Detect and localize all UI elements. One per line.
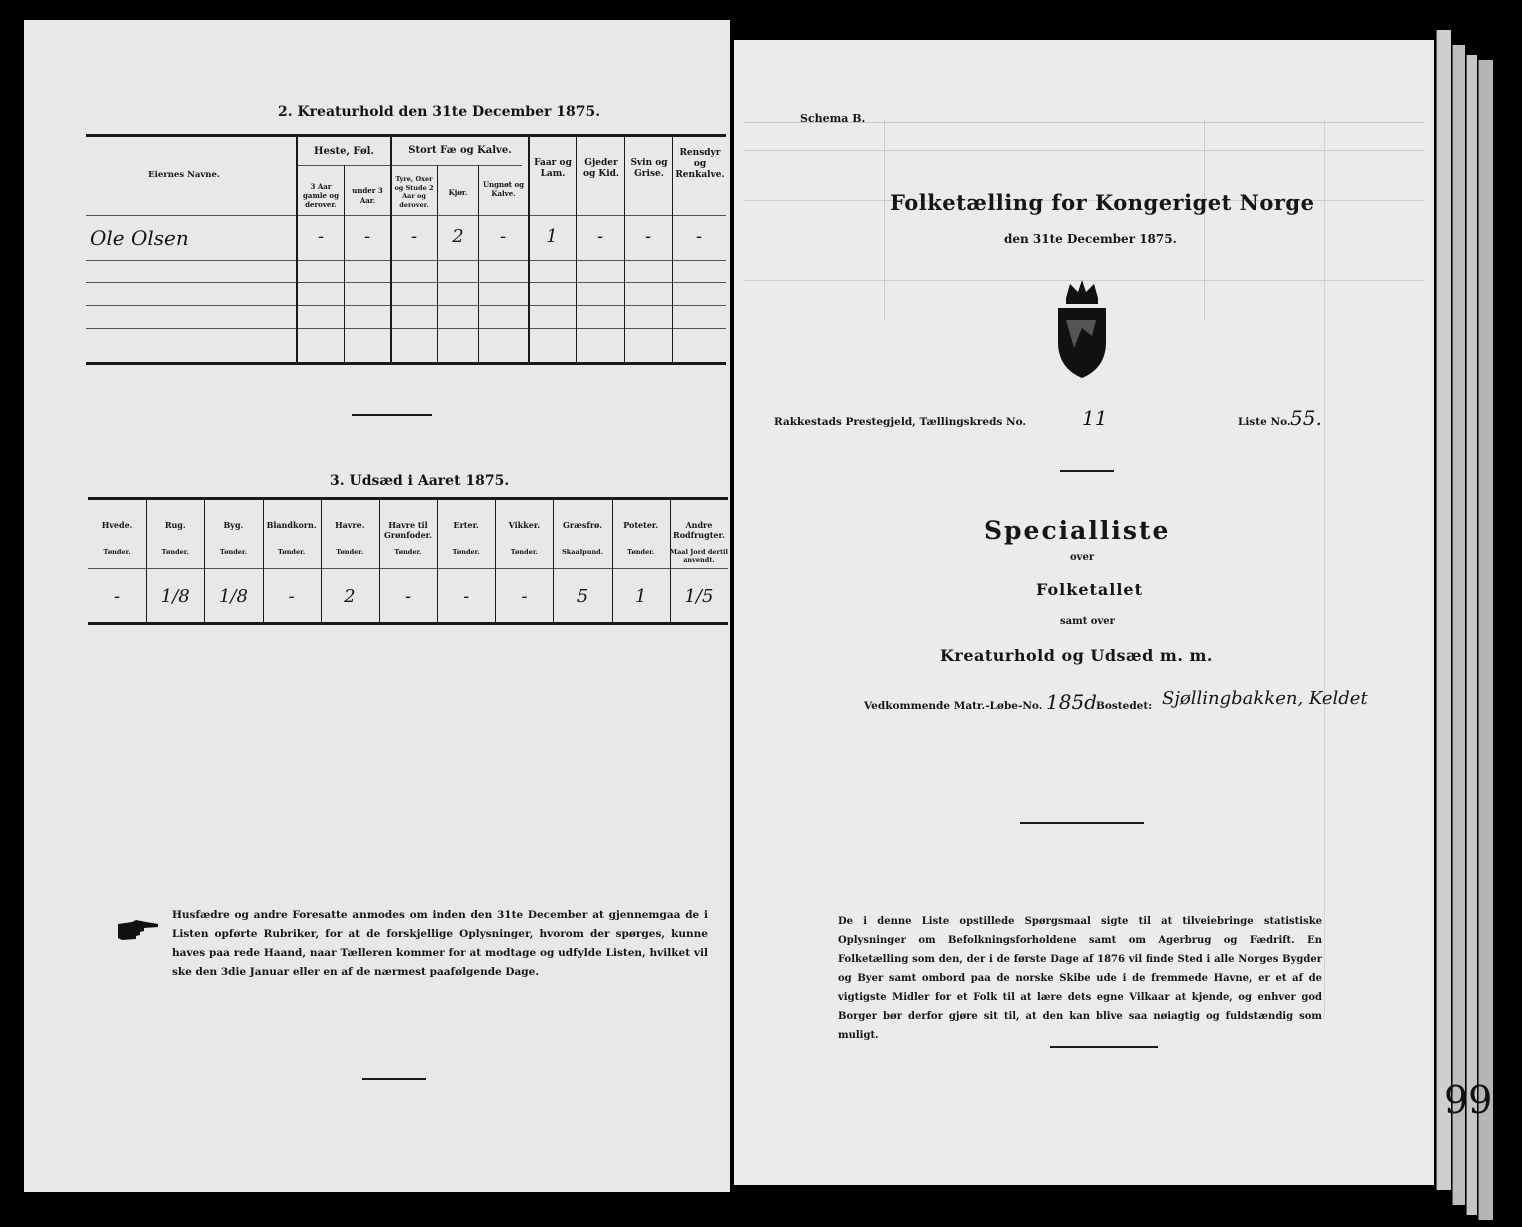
pointing-hand-icon (116, 918, 160, 946)
col-cattle-group: Stort Fæ og Kalve. (408, 145, 512, 156)
livestock-cell: - (317, 226, 325, 247)
divider (352, 414, 432, 416)
footer-text: De i denne Liste opstillede Spørgsmaal sigte til at tilveiebringe statistiske Oplysninger om Befolkningsforholdene samt om Agerbrug og Fædrift. En Folketælling som den, der i de første Dage af 1876 vil finde Sted i alle Norges Bygder og Byer samt ombord paa de norske Skibe ude i de fremmede Havne, er et af de vigtigste Midler for et Folk til at lære dets egne Vilkaar at kjende, og enhver god Borger bør derfor gjøre sit til, at den kan blive saa nøiagtig og fuldstændig som muligt. (838, 916, 1322, 1041)
seed-cell: - (404, 586, 412, 607)
page-edge (1478, 60, 1493, 1220)
seed-col-header: Poteter. (623, 520, 659, 530)
seed-col-unit: Tønder. (278, 548, 306, 556)
seed-cell: 1/8 (218, 586, 248, 607)
page-edge (1452, 45, 1465, 1205)
col-reindeer: Rensdyr og Renkalve. (675, 148, 725, 180)
seed-col-header: Vikker. (508, 520, 541, 530)
livestock-cell: - (499, 226, 507, 247)
divider (1060, 470, 1114, 472)
seed-col-header: Andre Rodfrugter. (673, 520, 725, 540)
seed-cell: - (288, 586, 295, 607)
census-date: den 31te December 1875. (1004, 232, 1177, 246)
seed-col-unit: Tønder. (336, 548, 364, 556)
seed-col-header: Havre til Grønfoder. (384, 520, 432, 540)
bosted-value: Sjøllingbakken, Keldet (1162, 688, 1368, 709)
matr-value: 185d (1046, 690, 1097, 714)
seed-col-header: Byg. (223, 520, 244, 530)
livestock-cell: 1 (546, 226, 558, 247)
divider (1050, 1046, 1158, 1048)
col-pigs: Svin og Grise. (630, 158, 668, 179)
section-2-title: 2. Kreaturhold den 31te December 1875. (278, 104, 601, 120)
seed-col-header: Hvede. (101, 520, 133, 530)
livestock-cell: - (644, 226, 652, 247)
seed-col-unit: Tønder. (510, 548, 538, 556)
seed-col-unit: Tønder. (394, 548, 422, 556)
seed-col-unit: Skaalpund. (562, 548, 603, 556)
right-page (734, 40, 1434, 1185)
over-label: over (1070, 552, 1095, 563)
seed-col-divider (437, 499, 438, 622)
district-number: 11 (1082, 406, 1108, 430)
seed-col-divider (553, 499, 554, 622)
seed-col-unit: Tønder. (452, 548, 480, 556)
col-owner: Eiernes Navne. (148, 170, 220, 180)
seed-col-divider (321, 499, 322, 622)
seed-col-divider (146, 499, 147, 622)
livestock-cell: - (695, 226, 703, 247)
seed-col-header: Erter. (453, 520, 479, 530)
seed-col-header: Græsfrø. (563, 520, 603, 530)
seed-cell: - (114, 586, 121, 607)
seed-cell: 2 (344, 586, 356, 607)
seed-cell: - (521, 586, 528, 607)
subtitle-livestock: Kreaturhold og Udsæd m. m. (940, 646, 1213, 665)
col-sheep: Faar og Lam. (534, 158, 572, 179)
owner-name: Ole Olsen (90, 226, 189, 250)
livestock-cell: - (410, 226, 418, 247)
page-edge (1466, 55, 1477, 1215)
seed-col-divider (379, 499, 380, 622)
seed-col-unit: Tønder. (627, 548, 655, 556)
seed-col-header: Rug. (164, 520, 186, 530)
margin-number: 99 (1444, 1078, 1493, 1122)
parish-label: Rakkestads Prestegjeld, Tællingskreds No. (774, 416, 1027, 428)
divider (1020, 822, 1144, 824)
samt-over-label: samt over (1060, 616, 1115, 627)
bosted-label: Bostedet: (1096, 700, 1153, 712)
folketallet-label: Folketallet (1036, 580, 1143, 599)
seed-col-unit: Tønder. (103, 548, 131, 556)
seed-cell: 5 (576, 586, 589, 607)
seed-col-header: Blandkorn. (266, 520, 317, 530)
notice-text: Husfædre og andre Foresatte anmodes om inden den 31te December at gjennemgaa de i Listen opførte Rubriker, for at de forskjellige Oplysninger, hvorom der spørges, kunne haves paa rede Haand, naar Tælleren kommer for at modtage og udfylde Listen, hvilket vil ske den 3die Januar eller en af de nærmest paafølgende Dage. (172, 909, 708, 978)
col-goats: Gjeder og Kid. (582, 158, 620, 179)
seed-col-unit: Tønder. (161, 548, 189, 556)
col-cattle-a: Tyre, Oxer og Stude 2 Aar og derover. (394, 175, 434, 209)
livestock-cell: - (363, 226, 371, 247)
special-title: Specialliste (984, 516, 1171, 545)
left-page (24, 20, 730, 1192)
livestock-cell: 2 (452, 226, 464, 247)
seed-col-divider (495, 499, 496, 622)
seed-cell: 1 (634, 586, 647, 607)
livestock-cell: - (596, 226, 604, 247)
seed-col-unit: Maal Jord dertil anvendt. (669, 548, 728, 564)
divider (362, 1078, 426, 1080)
seed-col-unit: Tønder. (219, 548, 248, 556)
list-label: Liste No. (1238, 416, 1291, 428)
page-edge (1436, 30, 1451, 1190)
col-horses-group: Heste, Føl. (314, 146, 374, 157)
matr-label: Vedkommende Matr.-Løbe-No. (864, 700, 1043, 712)
col-horses-a: 3 Aar gamle og derover. (303, 182, 339, 209)
seed-col-header: Havre. (335, 520, 365, 530)
seed-col-divider (612, 499, 613, 622)
seed-cell: 1/8 (160, 586, 190, 607)
list-number: 55. (1290, 406, 1322, 430)
seed-col-divider (263, 499, 264, 622)
col-cattle-b: Kjør. (448, 188, 468, 197)
coat-of-arms-emblem (1052, 276, 1112, 386)
seed-cell: - (463, 586, 470, 607)
seed-cell: 1/5 (684, 586, 714, 607)
col-horses-b: under 3 Aar. (352, 186, 383, 205)
schema-label: Schema B. (800, 112, 866, 125)
census-title: Folketælling for Kongeriget Norge (890, 190, 1315, 215)
section-3-title: 3. Udsæd i Aaret 1875. (330, 473, 510, 489)
col-cattle-c: Ungnøt og Kalve. (482, 180, 525, 198)
seed-col-divider (204, 499, 205, 622)
